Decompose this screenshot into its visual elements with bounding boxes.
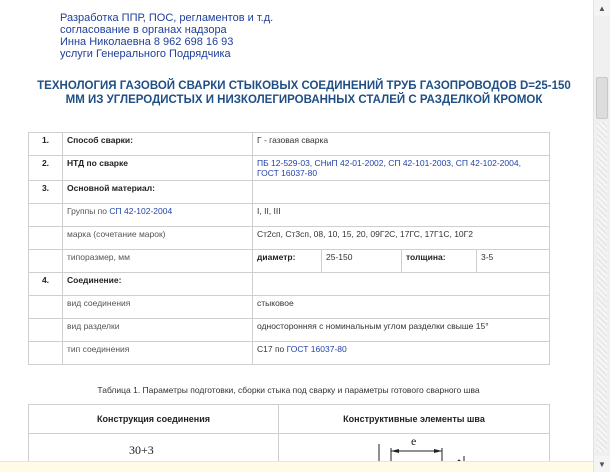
column-header: Конструктивные элементы шва <box>279 405 550 434</box>
scroll-up-icon[interactable]: ▲ <box>594 0 610 16</box>
diameter-label: диаметр: <box>253 250 322 273</box>
status-strip <box>0 461 594 472</box>
row-label: Основной материал: <box>63 181 253 204</box>
table-row <box>29 204 550 227</box>
table-row <box>29 250 550 273</box>
vertical-scrollbar[interactable] <box>593 0 610 472</box>
promo-line[interactable]: услуги Генерального Подрядчика <box>60 48 231 60</box>
table-row <box>29 227 550 250</box>
row-value <box>253 342 550 365</box>
table-row <box>29 156 550 181</box>
row-label: марка (сочетание марок) <box>63 227 253 250</box>
column-header: Конструкция соединения <box>29 405 279 434</box>
row-number-empty <box>29 296 63 319</box>
row-number-empty <box>29 204 63 227</box>
row-number-empty <box>29 319 63 342</box>
table-row <box>29 181 550 204</box>
table-row <box>29 319 550 342</box>
row-value-empty <box>253 273 550 296</box>
row-label: тип соединения <box>63 342 253 365</box>
row-number-empty <box>29 250 63 273</box>
thickness-label: толщина: <box>402 250 477 273</box>
value-text: С17 по <box>257 344 287 354</box>
gap-dimension-label: 30+3 <box>129 443 154 457</box>
row-label: вид соединения <box>63 296 253 319</box>
sp-link[interactable]: СП 42-102-2004 <box>109 206 173 216</box>
row-value: односторонняя с номинальным углом разделки свыше 15° <box>253 319 550 342</box>
row-number-empty <box>29 227 63 250</box>
row-label <box>63 204 253 227</box>
e-dimension-label: e <box>411 434 417 448</box>
row-label: типоразмер, мм <box>63 250 253 273</box>
row-value-empty <box>253 181 550 204</box>
diameter-value: 25-150 <box>322 250 402 273</box>
row-number: 3. <box>29 181 63 204</box>
promo-line[interactable]: Разработка ППР, ПОС, регламентов и т.д. <box>60 12 274 24</box>
thickness-value: 3-5 <box>477 250 550 273</box>
table-row <box>29 296 550 319</box>
row-value: Г - газовая сварка <box>253 133 550 156</box>
row-number: 4. <box>29 273 63 296</box>
row-value: стыковое <box>253 296 550 319</box>
row-label: Соединение: <box>63 273 253 296</box>
promo-line[interactable]: согласование в органах надзора <box>60 24 227 36</box>
label-text: Группы по <box>67 206 110 216</box>
row-value: I, II, III <box>253 204 550 227</box>
row-label: Способ сварки: <box>63 133 253 156</box>
gost-link[interactable]: ГОСТ 16037-80 <box>286 344 347 354</box>
ntd-links[interactable]: ПБ 12-529-03, СНиП 42-01-2002, СП 42-101-2003, СП 42-102-2004, ГОСТ 16037-80 <box>253 156 550 181</box>
table-row <box>29 133 550 156</box>
scroll-down-icon[interactable]: ▼ <box>594 456 610 472</box>
parameters-table <box>28 132 550 365</box>
document-title: ТЕХНОЛОГИЯ ГАЗОВОЙ СВАРКИ СТЫКОВЫХ СОЕДИНЕНИЙ ТРУБ ГАЗОПРОВОДОВ D=25-150 ММ ИЗ УГЛЕРОДИСТЫХ И НИЗКОЛЕГИРОВАННЫХ СТАЛЕЙ С РАЗДЕЛКОЙ КРОМОК <box>37 80 571 106</box>
row-label: вид разделки <box>63 319 253 342</box>
scrollbar-track[interactable] <box>597 122 607 452</box>
promo-block[interactable] <box>60 12 273 60</box>
row-value: Ст2сп, Ст3сп, 08, 10, 15, 20, 09Г2С, 17ГС, 17Г1С, 10Г2 <box>253 227 550 250</box>
row-label: НТД по сварке <box>63 156 253 181</box>
scrollbar-thumb[interactable] <box>596 77 608 119</box>
row-number: 1. <box>29 133 63 156</box>
table-row <box>29 342 550 365</box>
promo-line[interactable]: Инна Николаевна 8 962 698 16 93 <box>60 36 234 48</box>
table-header-row <box>29 405 550 434</box>
table-row <box>29 273 550 296</box>
table-caption: Таблица 1. Параметры подготовки, сборки стыка под сварку и параметры готового сварного шва <box>97 385 480 395</box>
row-number: 2. <box>29 156 63 181</box>
row-number-empty <box>29 342 63 365</box>
